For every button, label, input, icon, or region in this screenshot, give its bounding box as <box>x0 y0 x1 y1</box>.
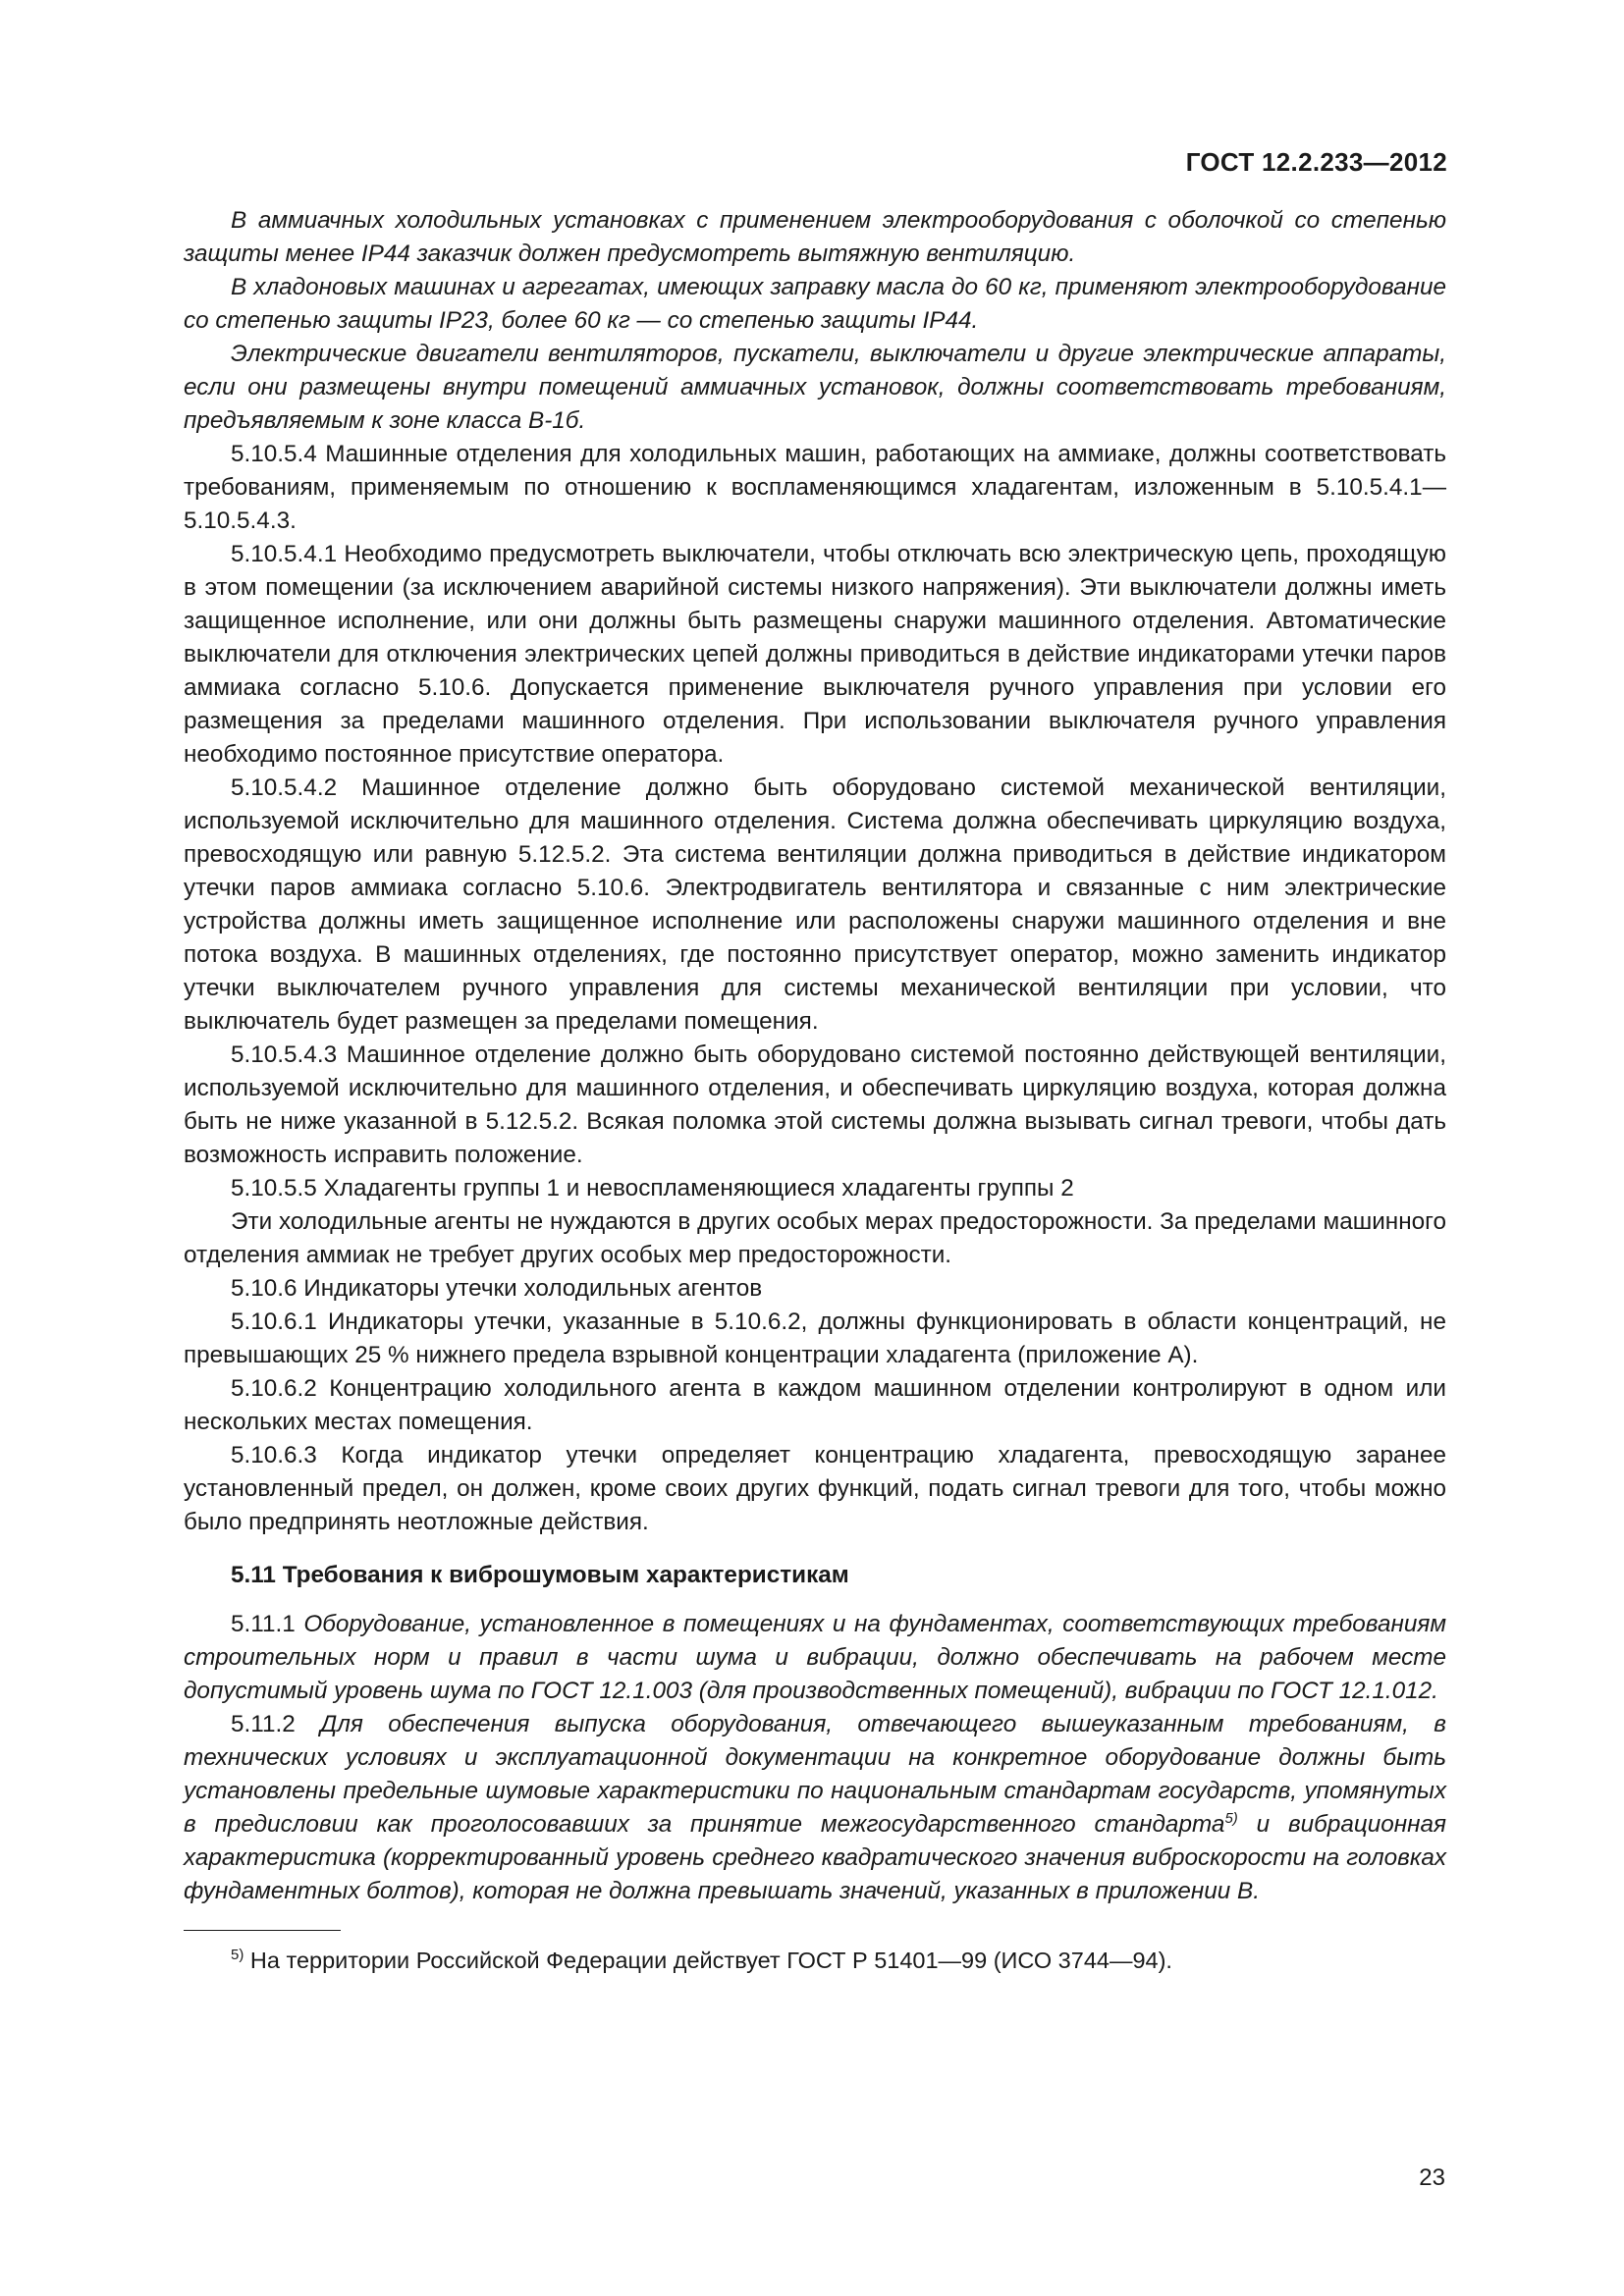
footnote-mark: 5) <box>231 1947 244 1964</box>
document-header: ГОСТ 12.2.233—2012 <box>1185 147 1447 177</box>
footnote <box>184 1945 1446 1976</box>
paragraph: 5.10.6.1 Индикаторы утечки, указанные в 5.10.6.2, должны функционировать в области концентраций, не превышающих 25 % нижнего предела взрывной концентрации хладагента (приложение А). <box>184 1308 1446 1368</box>
clause-number: 5.11.2 <box>231 1711 296 1737</box>
paragraph <box>184 1608 1446 1708</box>
clause-number: 5.11.1 <box>231 1611 296 1637</box>
clause-text: и вибрационная характеристика (корректированный уровень среднего квадратического значения виброскорости на головках фундаментных болтов), которая не должна превышать значений, указанных в приложении В. <box>184 1811 1446 1904</box>
footnote-ref: 5) <box>1224 1809 1238 1827</box>
paragraph: 5.10.5.4.1 Необходимо предусмотреть выключатели, чтобы отключать всю электрическую цепь, проходящую в этом помещении (за исключением аварийной системы низкого напряжения). Эти выключатели должны иметь защищенное исполнение, или они должны быть размещены снаружи машинного отделения. Автоматические выключатели для отключения электрических цепей должны приводиться в действие индикаторами утечки паров аммиака согласно 5.10.6. Допускается применение выключателя ручного управления при условии его размещения за пределами машинного отделения. При использовании выключателя ручного управления необходимо постоянное присутствие оператора. <box>184 541 1446 768</box>
paragraph: В аммиачных холодильных установках с применением электрооборудования с оболочкой со степенью защиты менее IP44 заказчик должен предусмотреть вытяжную вентиляцию. <box>184 207 1446 267</box>
clause-text: Оборудование, установленное в помещениях и на фундаментах, соответствующих требованиям строительных норм и правил в части шума и вибрации, должно обеспечивать на рабочем месте допустимый уровень шума по ГОСТ 12.1.003 (для производственных помещений), вибрации по ГОСТ 12.1.012. <box>184 1611 1446 1704</box>
paragraph: В хладоновых машинах и агрегатах, имеющих заправку масла до 60 кг, применяют электрооборудование со степенью защиты IP23, более 60 кг — со степенью защиты IP44. <box>184 274 1446 334</box>
footnote-text: На территории Российской Федерации действует ГОСТ Р 51401—99 (ИСО 3744—94). <box>249 1948 1172 1973</box>
page-number: 23 <box>1419 2164 1445 2191</box>
paragraph: 5.10.5.4.2 Машинное отделение должно быть оборудовано системой механической вентиляции, используемой исключительно для машинного отделения. Система должна обеспечивать циркуляцию воздуха, превосходящую или равную 5.12.5.2. Эта система вентиляции должна приводиться в действие индикатором утечки паров аммиака согласно 5.10.6. Электродвигатель вентилятора и связанные с ним электрические устройства должны иметь защищенное исполнение или расположены снаружи машинного отделения и вне потока воздуха. В машинных отделениях, где постоянно присутствует оператор, можно заменить индикатор утечки выключателем ручного управления для системы механической вентиляции при условии, что выключатель будет размещен за пределами помещения. <box>184 774 1446 1035</box>
paragraph: Эти холодильные агенты не нуждаются в других особых мерах предосторожности. За пределами машинного отделения аммиак не требует других особых мер предосторожности. <box>184 1208 1446 1268</box>
section-heading: 5.11 Требования к виброшумовым характеристикам <box>231 1562 849 1588</box>
paragraph: 5.10.6.3 Когда индикатор утечки определяет концентрацию хладагента, превосходящую заранее установленный предел, он должен, кроме своих других функций, подать сигнал тревоги для того, чтобы можно было предпринять неотложные действия. <box>184 1442 1446 1535</box>
footnote-divider <box>184 1930 341 1931</box>
paragraph <box>184 1708 1446 1908</box>
paragraph: 5.10.5.4.3 Машинное отделение должно быть оборудовано системой постоянно действующей вентиляции, используемой исключительно для машинного отделения, и обеспечивать циркуляцию воздуха, которая должна быть не ниже указанной в 5.12.5.2. Всякая поломка этой системы должна вызывать сигнал тревоги, чтобы дать возможность исправить положение. <box>184 1041 1446 1168</box>
paragraph: 5.10.5.4 Машинные отделения для холодильных машин, работающих на аммиаке, должны соответствовать требованиям, применяемым по отношению к воспламеняющимся хладагентам, изложенным в 5.10.5.4.1—5.10.5.4.3. <box>184 441 1446 534</box>
paragraph: 5.10.6.2 Концентрацию холодильного агента в каждом машинном отделении контролируют в одном или нескольких местах помещения. <box>184 1375 1446 1435</box>
page-content <box>184 204 1446 1976</box>
paragraph: 5.10.5.5 Хладагенты группы 1 и невоспламеняющиеся хладагенты группы 2 <box>231 1175 1074 1201</box>
clause-text: Для обеспечения выпуска оборудования, отвечающего вышеуказанным требованиям, в технических условиях и эксплуатационной документации на конкретное оборудование должны быть установлены предельные шумовые характеристики по национальным стандартам государств, упомянутых в предисловии как проголосовавших за принятие межгосударственного стандарта <box>184 1711 1446 1838</box>
paragraph: Электрические двигатели вентиляторов, пускатели, выключатели и другие электрические аппараты, если они размещены внутри помещений аммиачных установок, должны соответствовать требованиям, предъявляемым к зоне класса В-1б. <box>184 341 1446 434</box>
paragraph: 5.10.6 Индикаторы утечки холодильных агентов <box>231 1275 763 1302</box>
